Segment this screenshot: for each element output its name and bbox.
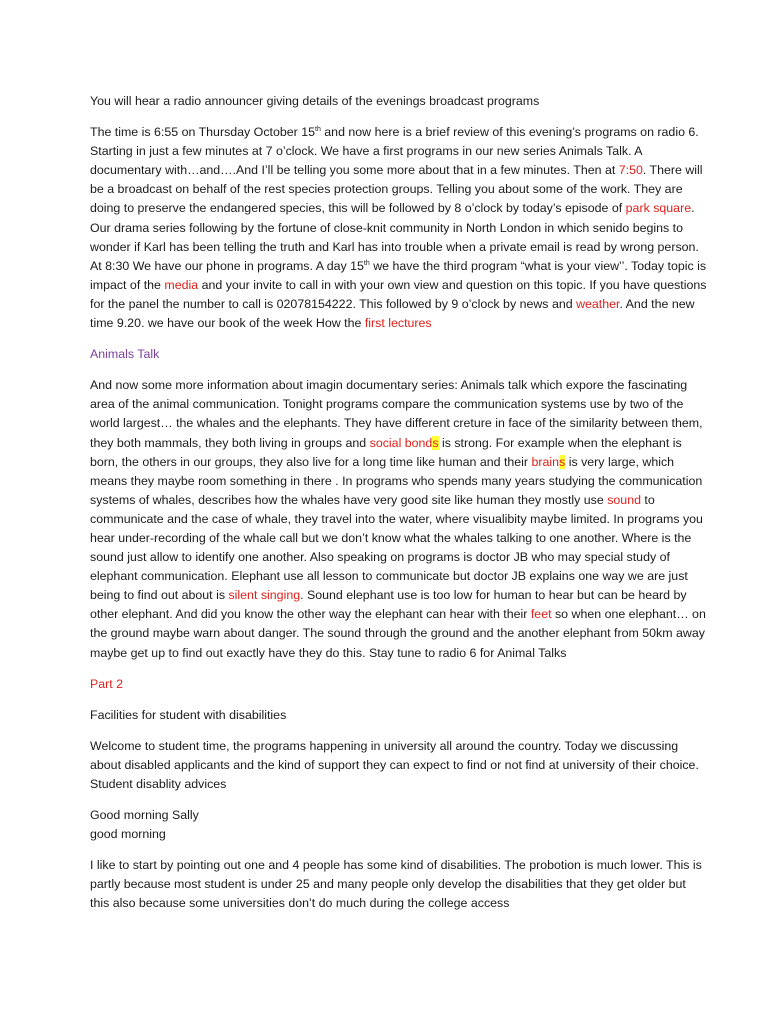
keyword-feet: feet (530, 607, 552, 622)
paragraph-animals: And now some more information about imagin documentary series: Animals talk which expore the fascinating area of the animal communication. Tonight programs compare the communication systems use by two of the world largest… the whales and the elephants. They have different creture in face of the similarity between them, they both mammals, they both living in groups and social bonds is strong. For example when the elephant is born, the others in our groups, they also live for a long time like human and their brains is very large, which means they maybe room something in there . In programs who spends many years studying the communication systems of whales, describes how the whales have very good site like human they mostly use sound to communicate and the case of whale, they travel into the water, where visualibity maybe limited. In programs you hear under-recording of the whale call but we don’t know what the whales talking to one another. Where is the sound just allow to identify one another. Also speaking on programs is doctor JB who may special study of elephant communication. Elephant use all lesson to communicate but doctor JB explains one way we are just being to find out about is silent singing. Sound elephant use is too low for human to hear but can be heard by other elephant. And did you know the other way the elephant can hear with their feet so when one elephant… on the ground maybe warn about danger. The sound through the ground and the another elephant from 50km away maybe get up to find out exactly have they do this. Stay tune to radio 6 for Animal Talks (90, 378, 706, 660)
dialogue-line: good morning (90, 827, 166, 842)
dialogue-block (90, 806, 708, 844)
paragraph-welcome: Welcome to student time, the programs happening in university all around the country. Today we discussing about disabled applicants and the kind of support they can expect to find or not find at university of their choice. Student disablity advices (90, 738, 699, 791)
keyword-silent-singing: silent singing (228, 588, 301, 603)
heading-part-2: Part 2 (90, 676, 124, 691)
keyword-weather: weather (576, 296, 620, 311)
keyword-sound: sound (607, 492, 641, 507)
keyword-brains: brains (531, 454, 566, 469)
subheading-facilities: Facilities for student with disabilities (90, 707, 287, 722)
keyword-time: 7:50 (618, 163, 643, 178)
ordinal-suffix: th (363, 259, 370, 267)
keyword-media: media (164, 277, 199, 292)
paragraph-programs: The time is 6:55 on Thursday October 15th and now here is a brief review of this evening’s programs on radio 6. Starting in just a few minutes at 7 o’clock. We have a first programs in our new series Animals Talk. A documentary with…and….And I’ll be telling you some more about that in a few minutes. Then at 7:50. There will be a broadcast on behalf of the rest species protection groups. Telling you about some of the work. They are doing to preserve the endangered species, this will be followed by 8 o’clock by today’s episode of park square. Our drama series following by the fortune of close-knit community in North London in which senido begins to wonder if Karl has been telling the truth and Karl has into trouble when a private email is read by wrong person. At 8:30 We have our phone in programs. A day 15th we have the third program “what is your view’’. Today topic is impact of the media and your invite to call in with your own view and question on this topic. If you have questions for the panel the number to call is 02078154222. This followed by 9 o’clock by news and weather. And the new time 9.20. we have our book of the week How the first lectures (90, 125, 707, 331)
keyword-first-lectures: first lectures (364, 316, 432, 331)
heading-animals-talk: Animals Talk (90, 347, 160, 362)
paragraph-statistics: I like to start by pointing out one and 4 people has some kind of disabilities. The probotion is much lower. This is partly because most student is under 25 and many people only develop the disabilities that they get older but this also because some universities don’t do much during the college access (90, 858, 702, 911)
ordinal-suffix: th (315, 125, 321, 133)
keyword-social-bonds: social bonds (369, 435, 439, 450)
keyword-park-square: park square (625, 201, 692, 216)
intro-line: You will hear a radio announcer giving details of the evenings broadcast programs (90, 94, 540, 108)
dialogue-line: Good morning Sally (90, 808, 199, 823)
